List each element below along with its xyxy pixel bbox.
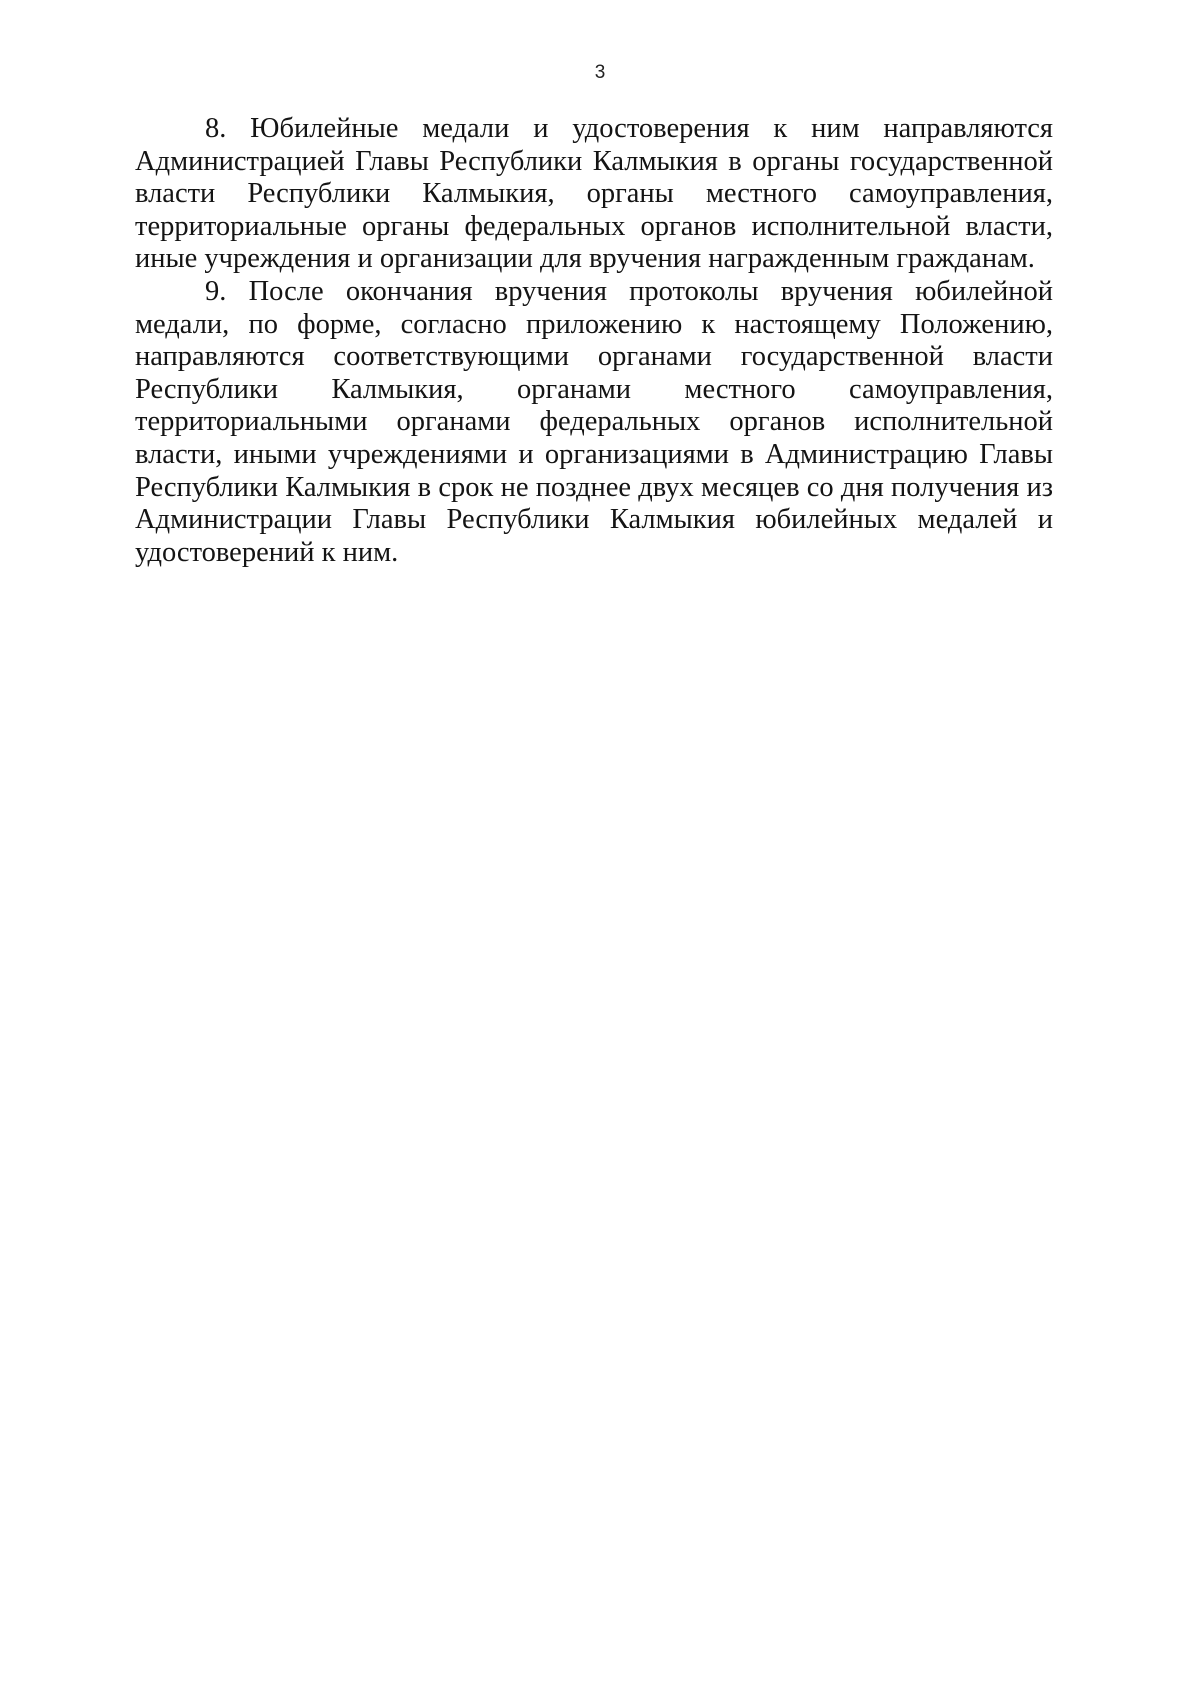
page-number: 3 — [594, 62, 606, 83]
paragraph-8: 8. Юбилейные медали и удостоверения к ним направляются Администрацией Главы Республики Калмыкия в органы государственной власти Республики Калмыкия, органы местного самоуправления, территориальные органы федеральных органов исполнительной власти, иные учреждения и организации для вручения награжденным гражданам. — [135, 113, 1053, 275]
paragraph-9: 9. После окончания вручения протоколы вручения юбилейной медали, по форме, согласно приложению к настоящему Положению, направляются соответствующими органами государственной власти Республики Калмыкия, органами местного самоуправления, территориальными органами федеральных органов исполнительной власти, иными учреждениями и организациями в Администрацию Главы Республики Калмыкия в срок не позднее двух месяцев со дня получения из Администрации Главы Республики Калмыкия юбилейных медалей и удостоверений к ним. — [135, 275, 1053, 568]
document-body — [135, 113, 1053, 569]
